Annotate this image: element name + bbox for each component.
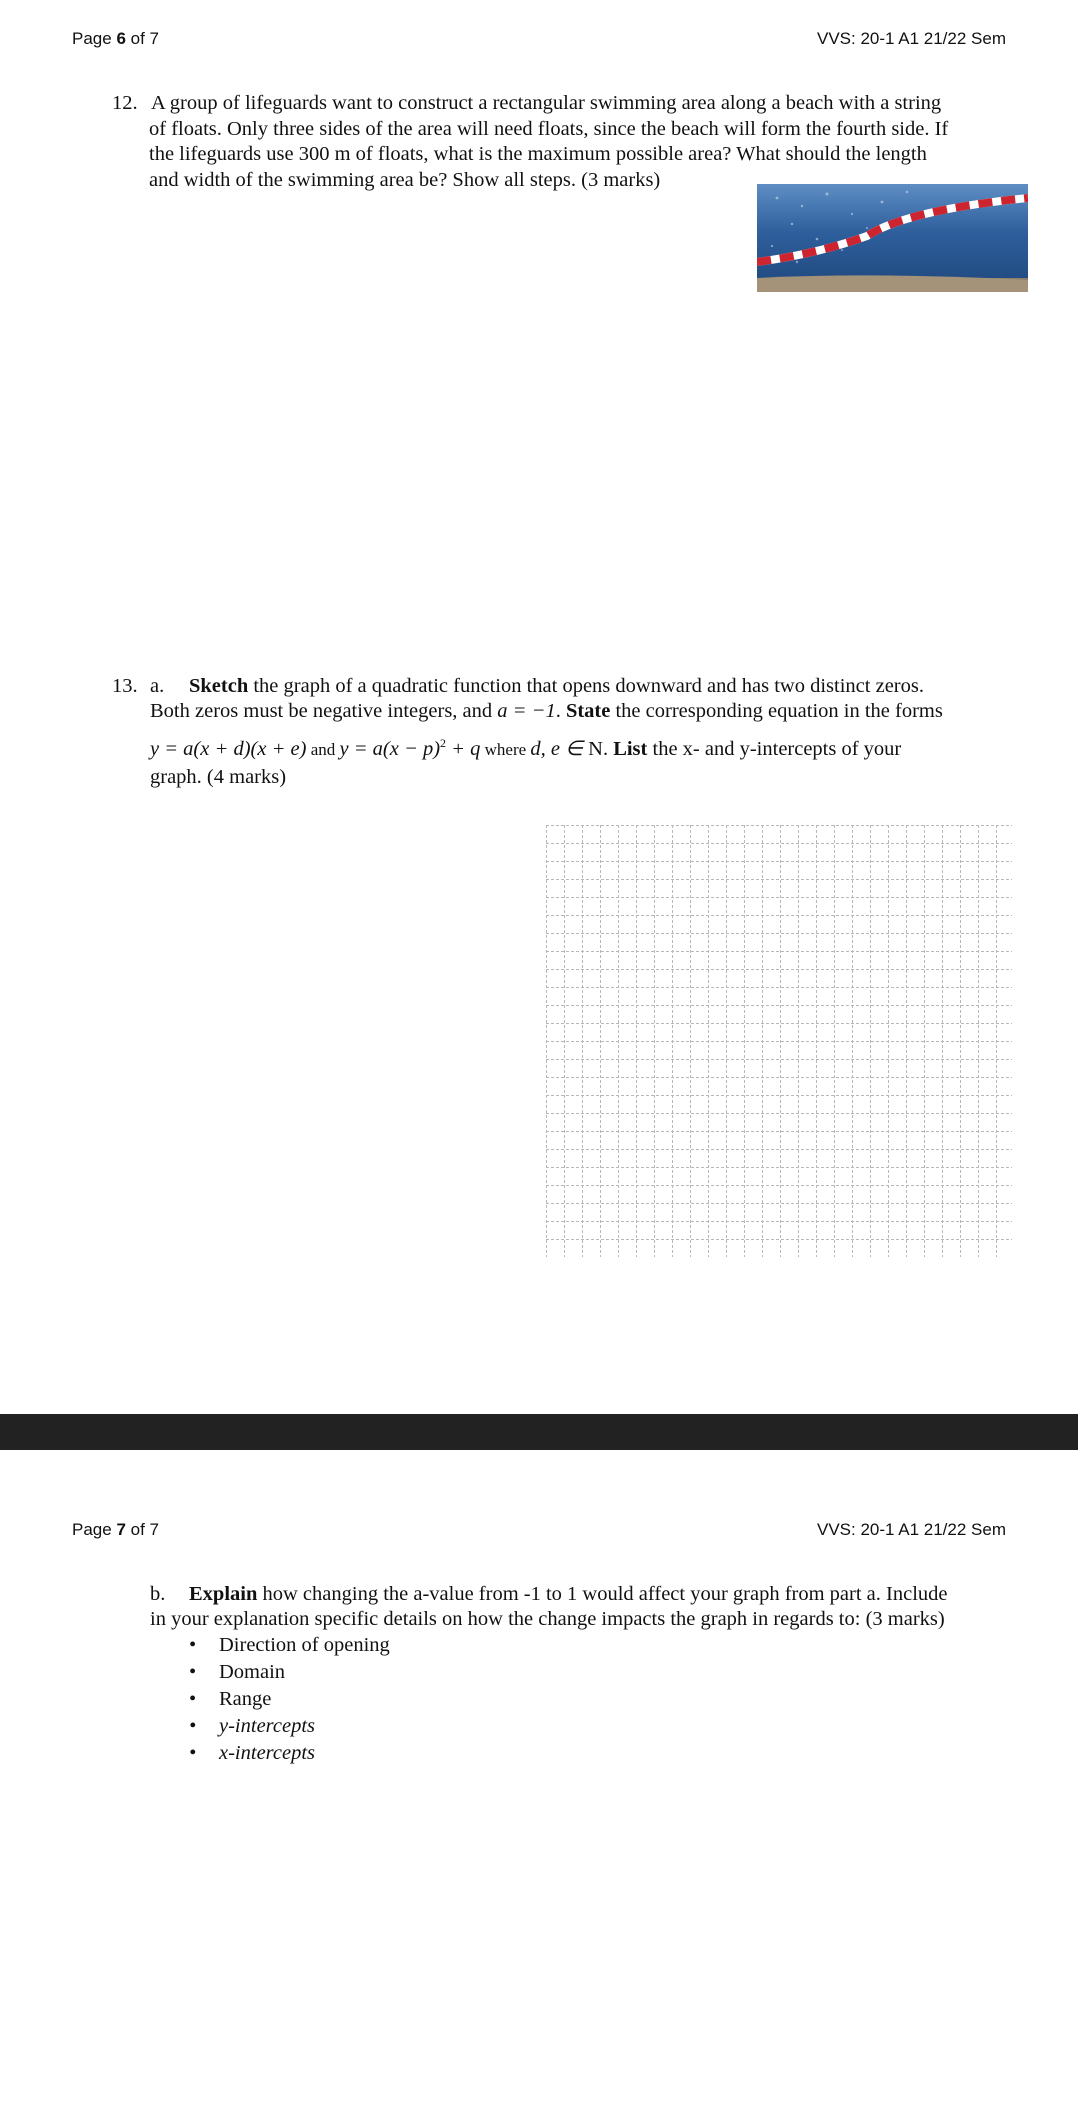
question-12-text: A group of lifeguards want to construct a rectangular swimming area along a beach with a string of floats. Only three sides of the area will need floats, since the beach will form the fourth side. If the lifeguards use 300 m of floats, what is the maximum possible area? What should the length and width of the swimming area be? Show all steps. (3 marks) [149, 92, 949, 191]
graph-grid[interactable] [546, 825, 1012, 1257]
question-13a-line4: graph. (4 marks) [150, 766, 287, 788]
question-13a-line3: y = a(x + d)(x + e) and $y = a(x - p)^2 + q$ where d, e ∈ N. List the x- and y-intercepts of your [150, 736, 902, 760]
question-13a-line1: Sketch the graph of a quadratic function that opens downward and has two distinct zeros. [189, 675, 924, 697]
floats-photo [757, 184, 1028, 292]
page-number-header-7: Page 7 of 7 [72, 1520, 159, 1539]
course-header: VVS: 20-1 A1 21/22 Sem [816, 29, 1006, 48]
question-12-number: 12. [112, 92, 138, 114]
question-13b-line2: in your explanation specific details on how the change impacts the graph in regards to: (3 marks) [150, 1608, 945, 1630]
list-item: • Range [185, 1686, 390, 1713]
question-13b-bullets [185, 1632, 390, 1767]
graph-grid-lines [546, 825, 1012, 1257]
list-item: • Direction of opening [185, 1632, 390, 1659]
list-item: • x-intercepts [185, 1740, 390, 1767]
page-separator [0, 1414, 1078, 1450]
question-13a-part: a. [150, 675, 165, 697]
page-number-header: Page 6 of 7 [72, 29, 159, 48]
question-13a-line2: Both zeros must be negative integers, and a = −1. State the corresponding equation in the forms [150, 700, 943, 722]
course-header-7: VVS: 20-1 A1 21/22 Sem [816, 1520, 1006, 1539]
question-13b-part: b. [150, 1583, 166, 1605]
question-13b-line1: Explain how changing the a-value from -1 to 1 would affect your graph from part a. Include [189, 1583, 948, 1605]
list-item: • Domain [185, 1659, 390, 1686]
question-13-number: 13. [112, 675, 138, 697]
list-item: • y-intercepts [185, 1713, 390, 1740]
